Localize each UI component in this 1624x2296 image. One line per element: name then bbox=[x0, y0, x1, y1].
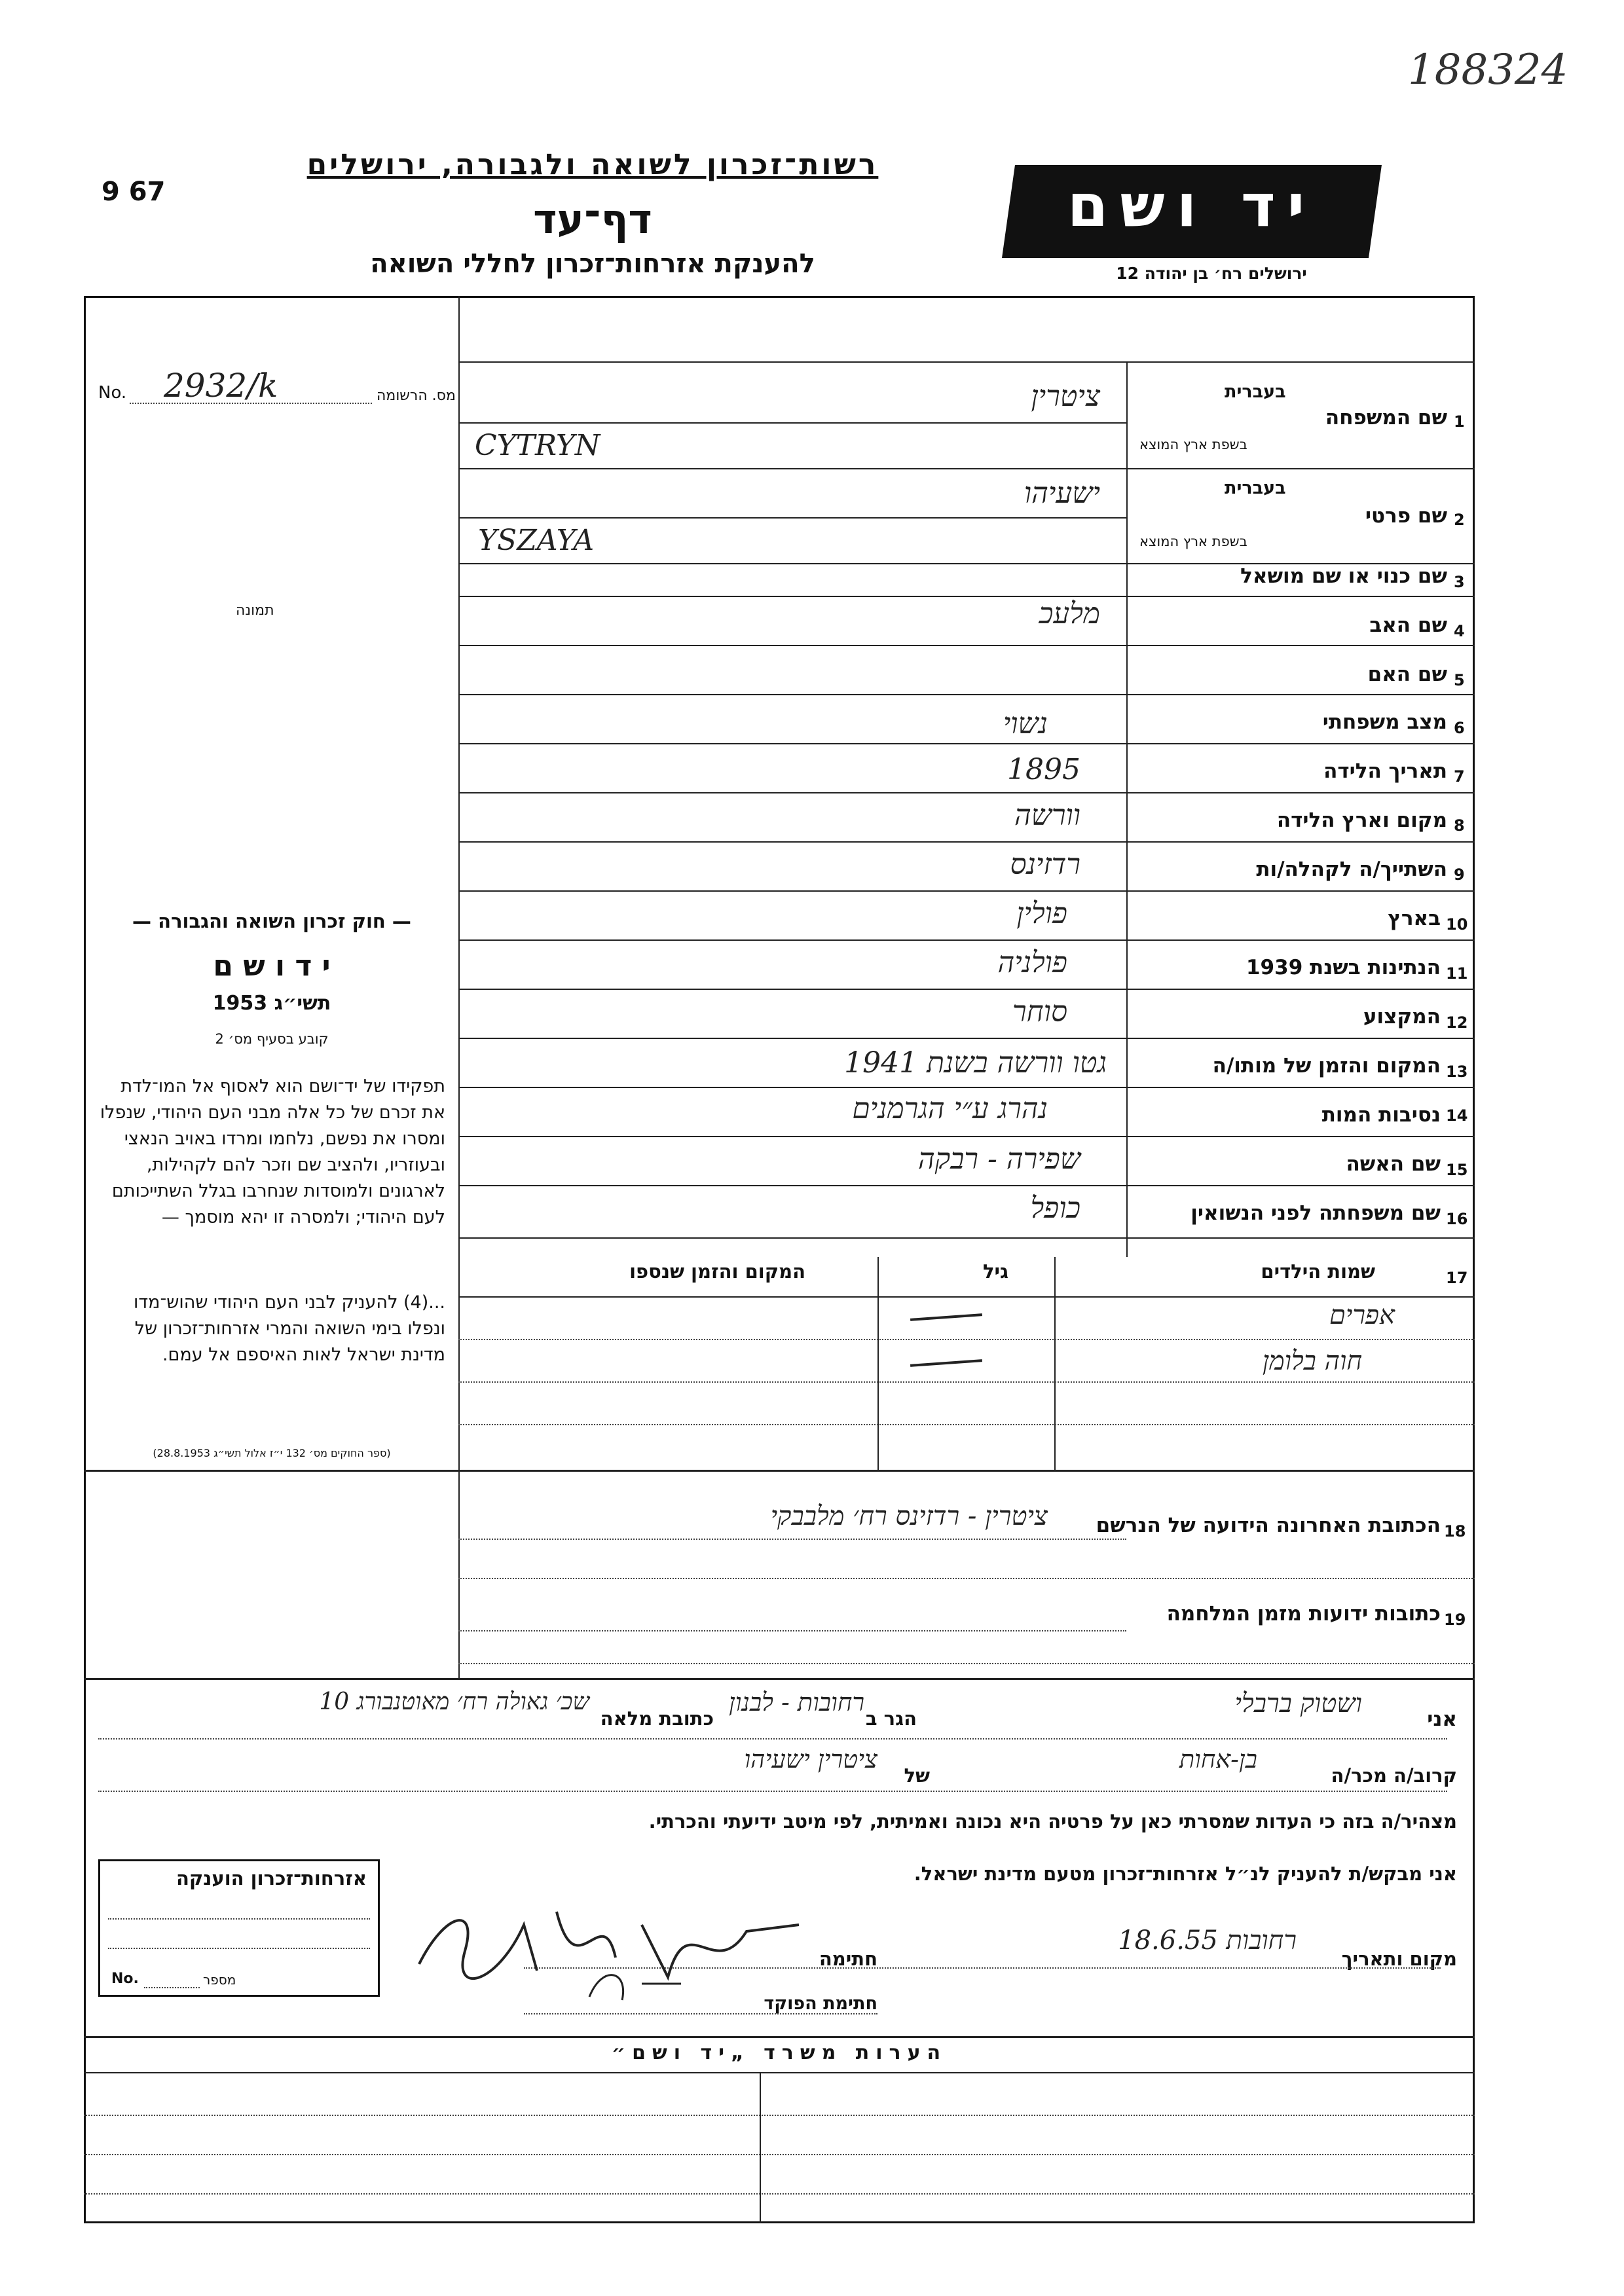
children-row-line-3 bbox=[458, 1424, 1475, 1425]
field-18-label: הכתובת האחרונה הידועה של הנרשם bbox=[1096, 1514, 1441, 1537]
relative-label: קרוב/ה מכר/ה bbox=[1331, 1764, 1457, 1787]
field-2-mid-line bbox=[458, 517, 1126, 519]
field-6-value: נשוי bbox=[1003, 707, 1048, 740]
of-name: ציטרין ישעיהו bbox=[744, 1745, 877, 1774]
law-note: (ספר החוקים מס׳ 132 י״ז אלול תשי״ג 28.8.1953) bbox=[153, 1447, 391, 1459]
declaration-ani: אני bbox=[1427, 1707, 1457, 1731]
field-11-number: 11 bbox=[1446, 964, 1468, 983]
field-17-number: 17 bbox=[1446, 1269, 1468, 1287]
field-1-mid-line bbox=[458, 422, 1126, 424]
office-notes-header-line bbox=[84, 2072, 1475, 2073]
declaration-line-2 bbox=[98, 1791, 1447, 1792]
law-year: תשי״ג 1953 bbox=[212, 992, 331, 1015]
office-notes-title: הערות משרד „יד ושם״ bbox=[611, 2041, 948, 2064]
field-8-line bbox=[458, 841, 1475, 843]
declarant-address: שכ׳ גאולה רח׳ מאוטנבורג 10 bbox=[319, 1688, 589, 1715]
field-14-line bbox=[458, 1136, 1475, 1137]
field-4-line bbox=[458, 645, 1475, 646]
field-12-value: סוחר bbox=[1012, 995, 1067, 1029]
field-2-sub-hebrew: בעברית bbox=[1225, 478, 1286, 498]
field-10-value: פולין bbox=[1016, 897, 1067, 930]
field-1-value-hebrew: ציטרין bbox=[1031, 380, 1100, 413]
resides-at-label: הגר ב bbox=[865, 1707, 917, 1730]
field-12-line bbox=[458, 1038, 1475, 1039]
field-5-number: 5 bbox=[1454, 671, 1465, 689]
relation-value: בן-אחות bbox=[1179, 1745, 1257, 1774]
children-header-line bbox=[458, 1296, 1475, 1298]
form-title: דף־עד bbox=[533, 195, 652, 243]
logo-text: יד ושם bbox=[1067, 172, 1317, 240]
official-signature-label: חתימת הפוקד bbox=[764, 1994, 877, 2014]
field-8-number: 8 bbox=[1454, 816, 1465, 835]
field-11-label: הנתינות בשנת 1939 bbox=[1246, 956, 1441, 979]
field-13-line bbox=[458, 1087, 1475, 1088]
field-2-value-hebrew: ישעיהו bbox=[1024, 477, 1100, 510]
office-notes-divider bbox=[760, 2072, 761, 2223]
field-1-bottom-line bbox=[458, 468, 1475, 469]
field-12-label: המקצוע bbox=[1363, 1005, 1441, 1029]
field-18-line-2 bbox=[458, 1578, 1475, 1579]
form-subtitle: להענקת אזרחות־זכרון לחללי השואה bbox=[370, 249, 815, 279]
field-1-number: 1 bbox=[1454, 412, 1465, 431]
statement-truth: מצהיר/ה בזה כי העדות שמסרתי כאן על פרטיה היא נכונה ואמיתית, לפי מיטב ידיעתי והכרתי. bbox=[648, 1810, 1457, 1832]
field-7-line bbox=[458, 792, 1475, 793]
child-2-name: חוה בלומן bbox=[1262, 1346, 1362, 1376]
declarant-signature bbox=[406, 1886, 825, 2010]
field-13-label: המקום והזמן של מותו/ה bbox=[1212, 1054, 1441, 1078]
field-1-sub-hebrew: בעברית bbox=[1225, 382, 1286, 402]
header-address: ירושלים רח׳ בן יהודה 12 bbox=[1116, 264, 1307, 283]
field-2-sub-origin: בשפת ארץ המוצא bbox=[1139, 534, 1247, 549]
citizenship-box-number-line bbox=[144, 1987, 200, 1988]
field-4-value: מלעכ bbox=[1039, 597, 1100, 630]
field-4-number: 4 bbox=[1454, 622, 1465, 640]
registration-label: מס. הרשומה bbox=[377, 388, 456, 404]
field-10-number: 10 bbox=[1446, 915, 1468, 934]
field-19-line-2 bbox=[458, 1663, 1475, 1664]
declaration-line-1 bbox=[98, 1738, 1447, 1740]
place-date-label: מקום ותאריך bbox=[1341, 1948, 1457, 1970]
children-place-header: המקום והזמן שנספו bbox=[629, 1260, 805, 1283]
authority-name: רשות־זכרון לשואה ולגבורה, ירושלים bbox=[306, 148, 879, 181]
official-signature-line bbox=[524, 2013, 877, 2014]
field-7-number: 7 bbox=[1454, 767, 1465, 786]
children-divider-1 bbox=[877, 1257, 879, 1470]
field-1-value-origin: CYTRYN bbox=[475, 429, 600, 462]
field-1-label: שם המשפחה bbox=[1325, 406, 1447, 429]
field-7-value: 1895 bbox=[1007, 753, 1080, 786]
law-name: י ד ו ש ם bbox=[213, 949, 331, 983]
children-row-line-1 bbox=[458, 1339, 1475, 1340]
citizenship-box-no: No. bbox=[111, 1971, 139, 1987]
child-1-name: אפרים bbox=[1329, 1300, 1395, 1330]
field-15-value: שפירה - רבקה bbox=[917, 1142, 1080, 1176]
field-3-line bbox=[458, 596, 1475, 597]
address-label: כתובת מלאה bbox=[600, 1707, 714, 1730]
children-names-header: שמות הילדים bbox=[1261, 1260, 1375, 1283]
field-8-value: וורשה bbox=[1014, 799, 1080, 832]
office-notes-line-3 bbox=[84, 2193, 1475, 2195]
field-4-label: שם האב bbox=[1369, 613, 1447, 637]
field-9-label: השתייך/ה לקהלה/ות bbox=[1256, 858, 1447, 881]
field-18-value: ציטרין - רדזינס רח׳ מלבבקי bbox=[770, 1501, 1048, 1531]
field-13-number: 13 bbox=[1446, 1063, 1468, 1081]
field-9-number: 9 bbox=[1454, 866, 1465, 884]
field-16-line bbox=[458, 1237, 1475, 1239]
field-6-number: 6 bbox=[1454, 719, 1465, 737]
divider-label-column bbox=[1126, 361, 1128, 1257]
field-5-line bbox=[458, 694, 1475, 695]
office-notes-top-line bbox=[84, 2036, 1475, 2038]
registration-number: 2932/k bbox=[164, 367, 278, 405]
field-15-line bbox=[458, 1185, 1475, 1186]
field-16-value: כופל bbox=[1030, 1192, 1080, 1225]
citizenship-box-line-2 bbox=[108, 1948, 370, 1949]
field-11-value: פולניה bbox=[997, 946, 1067, 979]
field-13-value: גטו וורשה בשנת 1941 bbox=[844, 1046, 1107, 1080]
field-5-label: שם האם bbox=[1367, 663, 1447, 686]
photo-label: תמונה bbox=[236, 602, 274, 619]
field-1-sub-origin: בשפת ארץ המוצא bbox=[1139, 437, 1247, 452]
place-date-value: רחובות 18.6.55 bbox=[1118, 1925, 1297, 1956]
field-2-value-origin: YSZAYA bbox=[478, 524, 595, 557]
field-6-line bbox=[458, 743, 1475, 744]
field-9-value: רדזינס bbox=[1010, 848, 1080, 881]
field-3-label: שם כנוי או שם מושאל bbox=[1240, 564, 1447, 588]
section-bottom-line bbox=[84, 1678, 1475, 1680]
field-18-line-1 bbox=[458, 1539, 1126, 1540]
field-9-line bbox=[458, 890, 1475, 892]
field-8-label: מקום וארץ הלידה bbox=[1276, 809, 1447, 832]
field-15-number: 15 bbox=[1446, 1161, 1468, 1179]
declarant-name: ושטוק ברבלי bbox=[1234, 1688, 1362, 1719]
field-10-line bbox=[458, 939, 1475, 941]
of-label: של bbox=[904, 1764, 930, 1787]
signature-label: חתימה bbox=[819, 1948, 877, 1970]
field-10-label: בארץ bbox=[1388, 907, 1441, 930]
office-notes-line-2 bbox=[84, 2154, 1475, 2155]
field-14-value: נהרג ע״י הגרמנים bbox=[852, 1092, 1048, 1125]
top-strip-line bbox=[458, 361, 1475, 363]
field-19-line-1 bbox=[458, 1630, 1126, 1631]
law-text-2: ...(4) להעניק לבני העם היהודי שהוש־מדו ונפלו בימי השואה והמרי אזרחות־זכרון של מדינת ישראל לאות האיספם אל עמם. bbox=[134, 1292, 445, 1365]
field-12-number: 12 bbox=[1446, 1013, 1468, 1032]
field-16-label: שם משפחתה לפני הנשואין bbox=[1190, 1201, 1441, 1225]
office-notes-line-1 bbox=[84, 2115, 1475, 2116]
law-title: — חוק זכרון השואה והגבורה — bbox=[132, 910, 411, 932]
declarant-city: רחובות - לבנון bbox=[729, 1688, 864, 1717]
citizenship-box-line-1 bbox=[108, 1918, 370, 1920]
law-section: קובע בסעיף מס׳ 2 bbox=[215, 1031, 329, 1047]
field-11-line bbox=[458, 989, 1475, 990]
field-7-label: תאריך הלידה bbox=[1323, 759, 1447, 783]
citizenship-box-title: אזרחות־זכרון הוענקה bbox=[175, 1867, 367, 1889]
field-2-number: 2 bbox=[1454, 511, 1465, 529]
field-15-label: שם האשה bbox=[1346, 1152, 1441, 1176]
field-6-label: מצב משפחתי bbox=[1322, 710, 1447, 734]
children-row-line-2 bbox=[458, 1381, 1475, 1383]
field-19-label: כתובות ידועות מזמן המלחמה bbox=[1166, 1602, 1441, 1626]
field-18-number: 18 bbox=[1444, 1522, 1466, 1540]
archive-number: 188324 bbox=[1408, 46, 1568, 94]
field-2-label: שם פרטי bbox=[1365, 504, 1447, 528]
law-text-1: תפקידו של יד־ושם הוא לאסוף אל המו־לדת את זכרם של כל אלה מבני העם היהודי, שנפלו ומסרו את נפשם, נלחמו ומרדו באויב הנאצי ובעוזריו, ולהציב שם וזכר להם לקהילות, לארגונים ולמוסדות שנחרבו בגלל השתייכותם לעם היהודי; ולמסרה זו יהא מוסמך — bbox=[100, 1076, 445, 1228]
field-14-label: נסיבות המות bbox=[1321, 1103, 1441, 1127]
field-14-number: 14 bbox=[1446, 1106, 1468, 1125]
registration-prefix: No. bbox=[98, 383, 127, 403]
children-age-header: גיל bbox=[982, 1260, 1008, 1283]
field-16-number: 16 bbox=[1446, 1210, 1468, 1228]
form-code: 9 67 bbox=[101, 177, 166, 207]
children-divider-2 bbox=[1054, 1257, 1056, 1470]
field-3-number: 3 bbox=[1454, 573, 1465, 591]
statement-request: אני מבקש/ת להעניק לנ״ל אזרחות־זכרון מטעם מדינת ישראל. bbox=[913, 1863, 1457, 1885]
children-bottom-line bbox=[84, 1470, 1475, 1472]
citizenship-box-number-label: מספר bbox=[203, 1972, 236, 1988]
field-19-number: 19 bbox=[1444, 1611, 1466, 1629]
